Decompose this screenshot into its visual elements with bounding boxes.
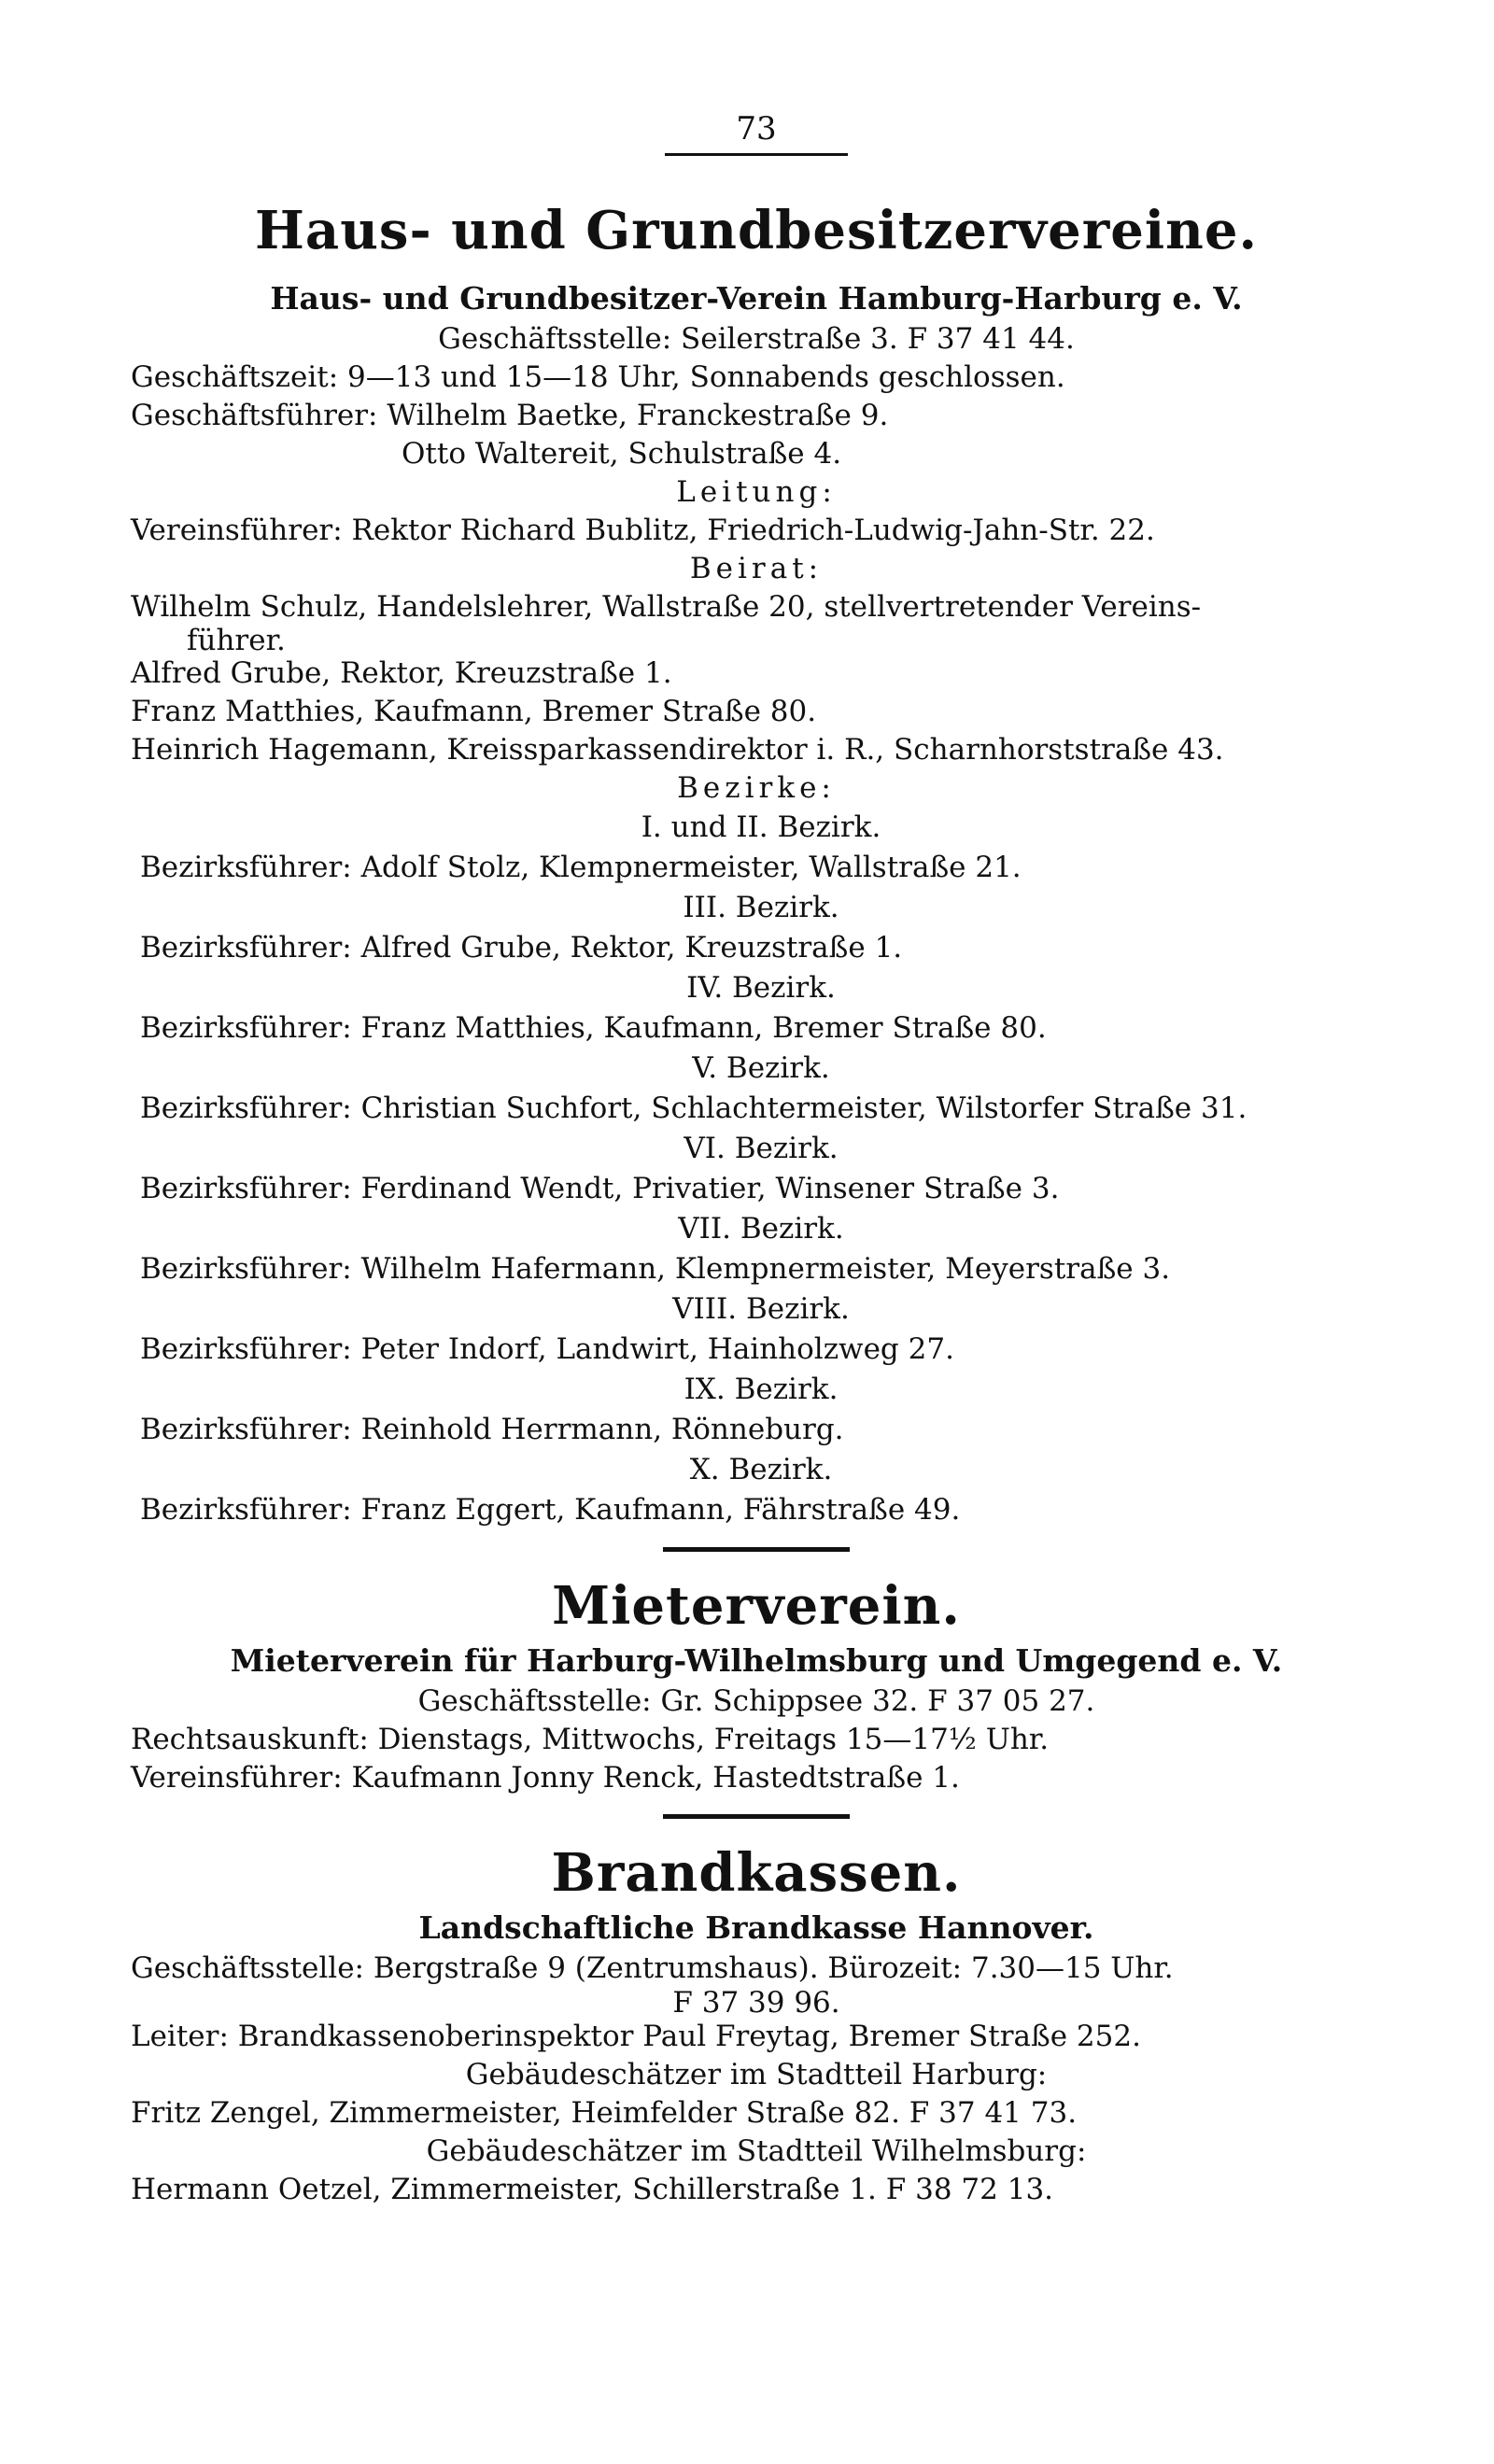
bezirke-heading: Bezirke:: [677, 771, 836, 805]
bezirke-list: [131, 808, 1382, 1530]
mieterverein-legal-advice: Rechtsauskunft: Dienstags, Mittwochs, Freitags 15—17½ Uhr.: [131, 1723, 1050, 1756]
bezirk-heading: VI. Bezirk.: [684, 1132, 839, 1165]
bezirk-heading: IV. Bezirk.: [686, 971, 836, 1005]
bezirk-leader: Bezirksführer: Ferdinand Wendt, Privatier, Winsener Straße 3.: [140, 1172, 1060, 1205]
beirat-member: Franz Matthies, Kaufmann, Bremer Straße 80.: [131, 695, 817, 728]
bezirk-heading: III. Bezirk.: [683, 891, 839, 924]
office-address: Geschäftsstelle: Seilerstraße 3. F 37 41 44.: [438, 322, 1075, 356]
leitung-heading: Leitung:: [676, 475, 837, 509]
bezirk-heading: X. Bezirk.: [689, 1453, 833, 1486]
section-title-brandkassen: Brandkassen.: [551, 1842, 962, 1904]
bezirk-leader: Bezirksführer: Franz Eggert, Kaufmann, Fährstraße 49.: [140, 1493, 961, 1527]
beirat-member: Heinrich Hagemann, Kreissparkassendirektor i. R., Scharnhorststraße 43.: [131, 733, 1224, 767]
bezirk-leader: Bezirksführer: Reinhold Herrmann, Rönneburg.: [140, 1413, 844, 1446]
org-name-haus-grundbesitz: Haus- und Grundbesitzer-Verein Hamburg-Harburg e. V.: [270, 280, 1243, 317]
bezirk-leader: Bezirksführer: Adolf Stolz, Klempnermeister, Wallstraße 21.: [140, 851, 1022, 884]
section-title-mieterverein: Mieterverein.: [552, 1575, 961, 1637]
section-title-haus-grundbesitz: Haus- und Grundbesitzervereine.: [255, 200, 1258, 261]
beirat-member: Wilhelm Schulz, Handelslehrer, Wallstraße 20, stellvertretender Vereins-: [131, 590, 1202, 624]
bezirk-leader: Bezirksführer: Christian Suchfort, Schlachtermeister, Wilstorfer Straße 31.: [140, 1091, 1247, 1125]
managers: Geschäftsführer: Wilhelm Baetke, Franckestraße 9.: [131, 399, 889, 432]
wilhelmsburg-assessor: Hermann Oetzel, Zimmermeister, Schillerstraße 1. F 38 72 13.: [131, 2173, 1054, 2206]
beirat-member: Alfred Grube, Rektor, Kreuzstraße 1.: [131, 656, 672, 690]
mieterverein-leader: Vereinsführer: Kaufmann Jonny Renck, Hastedtstraße 1.: [131, 1761, 960, 1795]
brandkasse-office: Geschäftsstelle: Bergstraße 9 (Zentrumshaus). Bürozeit: 7.30—15 Uhr.: [131, 1951, 1174, 1985]
harburg-assessor: Fritz Zengel, Zimmermeister, Heimfelder Straße 82. F 37 41 73.: [131, 2096, 1078, 2130]
brandkasse-leader: Leiter: Brandkassenoberinspektor Paul Freytag, Bremer Straße 252.: [131, 2020, 1141, 2053]
business-hours: Geschäftszeit: 9—13 und 15—18 Uhr, Sonnabends geschlossen.: [131, 360, 1065, 394]
bezirk-leader: Bezirksführer: Franz Matthies, Kaufmann, Bremer Straße 80.: [140, 1011, 1047, 1045]
bezirk-leader: Bezirksführer: Wilhelm Hafermann, Klempnermeister, Meyerstraße 3.: [140, 1252, 1171, 1286]
bezirk-heading: VIII. Bezirk.: [672, 1292, 850, 1326]
bezirk-heading: I. und II. Bezirk.: [641, 810, 881, 844]
wilhelmsburg-heading: Gebäudeschätzer im Stadtteil Wilhelmsburg:: [426, 2134, 1087, 2168]
beirat-heading: Beirat:: [689, 552, 824, 585]
beirat-member-continuation: führer.: [187, 624, 286, 657]
bezirk-heading: V. Bezirk.: [692, 1051, 830, 1085]
bezirk-heading: VII. Bezirk.: [678, 1212, 844, 1246]
mieterverein-office: Geschäftsstelle: Gr. Schippsee 32. F 37 05 27.: [417, 1684, 1095, 1718]
page-number: 73: [736, 110, 777, 148]
harburg-heading: Gebäudeschätzer im Stadtteil Harburg:: [465, 2058, 1048, 2091]
brandkasse-phone: F 37 39 96.: [672, 1986, 840, 2020]
vereinsfuehrer: Vereinsführer: Rektor Richard Bublitz, Friedrich-Ludwig-Jahn-Str. 22.: [131, 514, 1155, 547]
bezirk-leader: Bezirksführer: Alfred Grube, Rektor, Kreuzstraße 1.: [140, 931, 903, 964]
org-name-mieterverein: Mieterverein für Harburg-Wilhelmsburg und Umgegend e. V.: [230, 1642, 1283, 1679]
org-name-brandkasse: Landschaftliche Brandkasse Hannover.: [418, 1909, 1094, 1946]
bezirk-heading: IX. Bezirk.: [684, 1373, 839, 1406]
bezirk-leader: Bezirksführer: Peter Indorf, Landwirt, Hainholzweg 27.: [140, 1332, 954, 1366]
manager-second: Otto Waltereit, Schulstraße 4.: [402, 437, 842, 471]
